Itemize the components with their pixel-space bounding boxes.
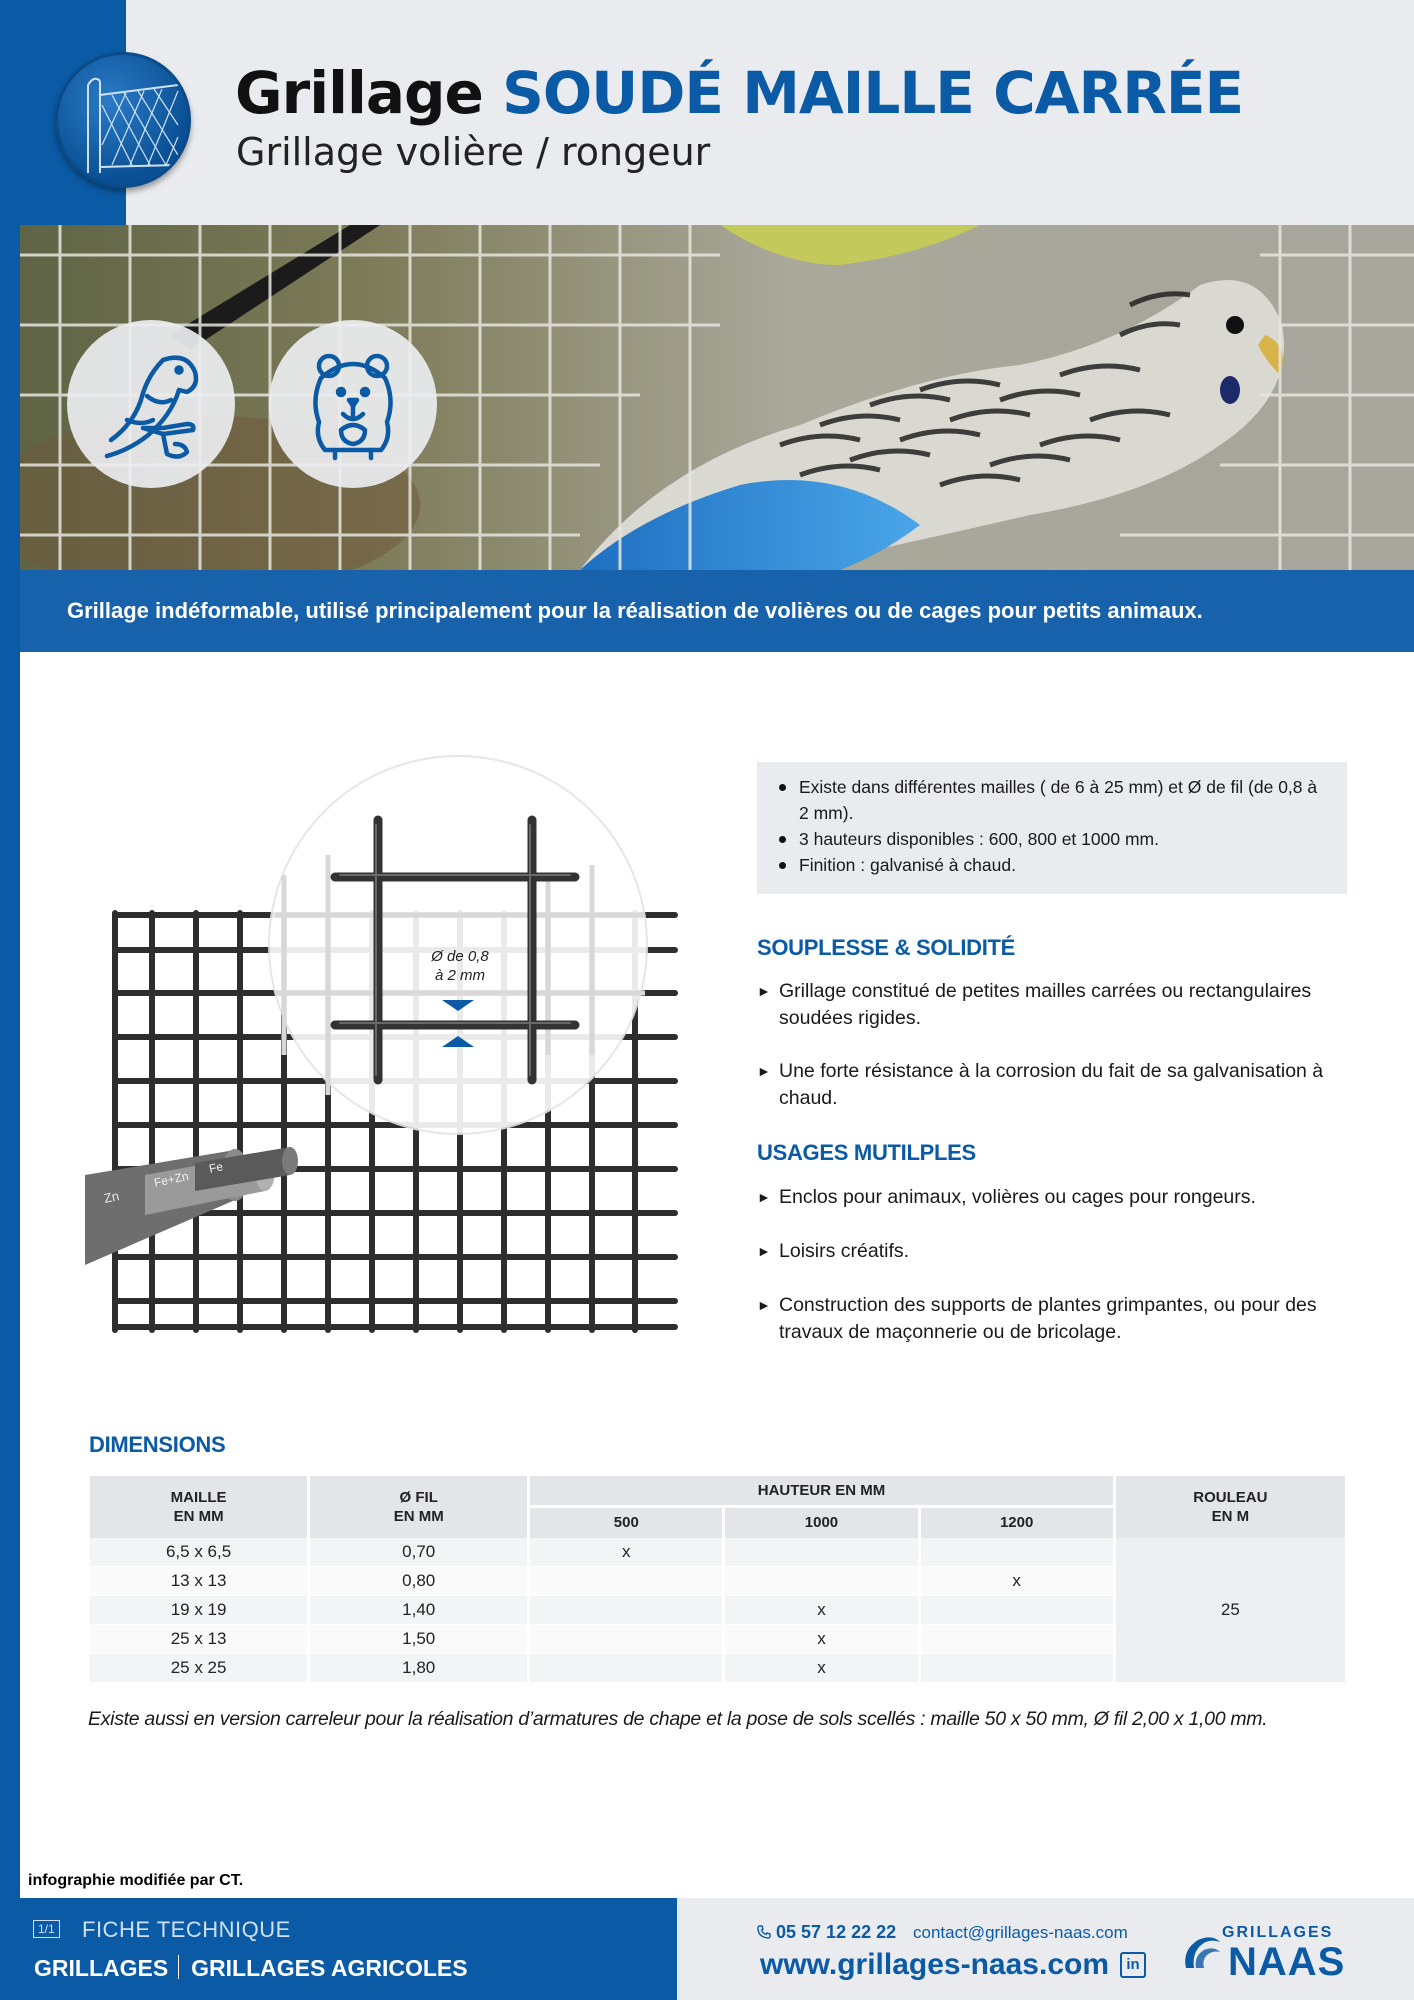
table-row: 25 x 25 1,80 x [90, 1654, 1345, 1683]
credit-text: infographie modifiée par CT. [28, 1872, 244, 1889]
header-fil: Ø FIL EN MM [310, 1476, 527, 1538]
usage-item: ► Enclos pour animaux, volières ou cages pour rongeurs. [757, 1184, 1357, 1211]
dimensions-table [87, 1476, 1348, 1683]
layer-fe-zn: Fe+Zn [152, 1168, 190, 1190]
fiche-technique-label: FICHE TECHNIQUE [82, 1917, 291, 1942]
phone[interactable]: 05 57 12 22 22 [757, 1922, 896, 1943]
naas-logo-icon [1178, 1930, 1224, 1976]
fact-item: Finition : galvanisé à chaud. [775, 852, 1330, 878]
feature-item: ► Grillage constitué de petites mailles carrées ou rectangulaires soudées rigides. [757, 980, 1312, 1029]
email-link[interactable]: contact@grillages-naas.com [913, 1923, 1128, 1942]
wire-diameter-label-1: Ø de 0,8 [431, 948, 489, 965]
hero-caption: Grillage indéformable, utilisé principalement pour la réalisation de volières ou de cages pour petits animaux. [67, 598, 1203, 623]
fence-logo-icon [55, 52, 191, 188]
fact-item: 3 hauteurs disponibles : 600, 800 et 1000 mm. [775, 826, 1330, 852]
arrow-icon: ► [757, 1297, 771, 1313]
hamster-icon [269, 320, 437, 488]
website-link[interactable]: www.grillages-naas.com [760, 1948, 1109, 1981]
footer-categories [34, 1955, 468, 1982]
fact-item: Existe dans différentes mailles ( de 6 à 25 mm) et Ø de fil (de 0,8 à 2 mm). [775, 774, 1330, 826]
table-row: 6,5 x 6,5 0,70 x 25 [90, 1538, 1345, 1567]
table-row: 19 x 19 1,40 x [90, 1596, 1345, 1625]
layer-zn: Zn [102, 1188, 121, 1206]
feature-item: ► Une forte résistance à la corrosion du fait de sa galvanisation à chaud. [757, 1060, 1324, 1109]
header-h1000: 1000 [725, 1508, 917, 1538]
brand-grillages: GRILLAGES [1222, 1924, 1334, 1941]
arrow-icon: ► [757, 1243, 771, 1259]
section-title-usages: USAGES MUTILPLES [757, 1140, 976, 1165]
phone-icon [757, 1925, 771, 1939]
title-blue-part: SOUDÉ MAILLE CARRÉE [502, 59, 1244, 127]
footer-left [0, 1898, 677, 2000]
title-black-part: Grillage [235, 59, 483, 127]
page-title [235, 58, 1243, 128]
rouleau-value: 25 [1116, 1538, 1345, 1683]
linkedin-icon[interactable]: in [1120, 1952, 1146, 1978]
key-facts-box [757, 762, 1347, 894]
brand-naas: NAAS [1228, 1940, 1346, 1984]
arrow-icon: ► [757, 983, 771, 999]
category-separator [178, 1955, 179, 1979]
left-accent-bar [0, 0, 20, 2000]
header-rouleau: ROULEAU EN M [1116, 1476, 1345, 1538]
header-h1200: 1200 [921, 1508, 1113, 1538]
section-title-souplesse: SOUPLESSE & SOLIDITÉ [757, 935, 1016, 960]
layer-fe: Fe [207, 1159, 225, 1176]
hero-parakeet-image [20, 225, 1414, 570]
usage-item: ► Construction des supports de plantes grimpantes, ou pour des travaux de maçonnerie ou de bricolage. [757, 1294, 1317, 1343]
parrot-icon [67, 320, 235, 488]
carreleur-note: Existe aussi en version carreleur pour la réalisation d’armatures de chape et la pose de sols scellés : maille 50 x 50 mm, Ø fil 2,00 x 1,00 mm. [88, 1708, 1268, 1730]
usage-item: ► Loisirs créatifs. [757, 1238, 1357, 1265]
page-number: 1/1 [33, 1920, 60, 1938]
page-subtitle: Grillage volière / rongeur [236, 130, 711, 174]
header-maille: MAILLE EN MM [90, 1476, 307, 1538]
header-hauteur: HAUTEUR EN MM [530, 1476, 1113, 1508]
category-grillages[interactable]: GRILLAGES [34, 1955, 169, 1981]
dimensions-title: DIMENSIONS [89, 1432, 226, 1457]
arrow-icon: ► [757, 1189, 771, 1205]
table-row: 25 x 13 1,50 x [90, 1625, 1345, 1654]
table-row: 13 x 13 0,80 x [90, 1567, 1345, 1596]
header-h500: 500 [530, 1508, 722, 1538]
category-grillages-agricoles[interactable]: GRILLAGES AGRICOLES [191, 1955, 468, 1981]
wire-diameter-label-2: à 2 mm [434, 967, 486, 984]
arrow-icon: ► [757, 1063, 771, 1079]
mesh-diagram [85, 755, 685, 1345]
